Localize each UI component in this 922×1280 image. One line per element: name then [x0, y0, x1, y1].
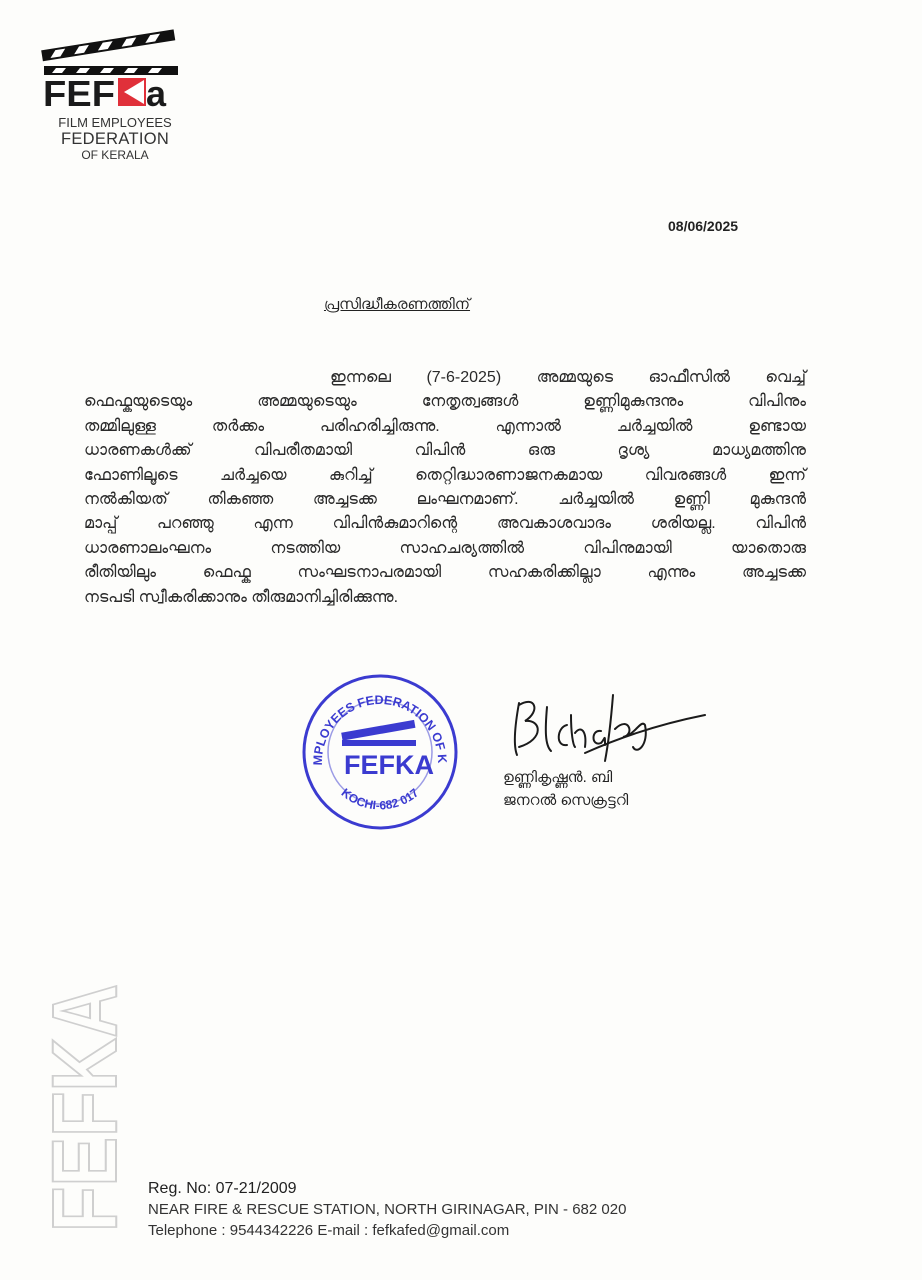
- official-stamp: [300, 672, 460, 837]
- fefka-watermark: [34, 925, 136, 1237]
- letterhead-line3: OF KERALA: [81, 147, 149, 162]
- contact-info: Telephone : 9544342226 E-mail : fefkafed@gmail.com: [148, 1222, 510, 1239]
- stamp-ring-text: MPLOYEES FEDERATION OF K: [310, 692, 450, 766]
- signatory-block: [503, 766, 628, 812]
- fefka-clapperboard-logo: [40, 38, 190, 114]
- signature: [505, 685, 715, 770]
- body-line: ഇന്നലെ (7-6-2025) അമ്മയുടെ ഓഫീസിൽ വെച്ച്: [330, 369, 806, 386]
- letterhead-line2: FEDERATION: [60, 130, 170, 148]
- body-line: ധാരണകൾക്ക് വിപരീതമായി വിപിൻ ഒരു ദൃശ്യ മാധ്യമത്തിനു: [84, 442, 806, 460]
- address: NEAR FIRE & RESCUE STATION, NORTH GIRINAGAR, PIN - 682 020: [148, 1201, 627, 1218]
- signatory-name: ഉണ്ണികൃഷ്ണൻ. ബി: [503, 769, 613, 786]
- body-line: രീതിയിലും ഫെഫ്ക സംഘടനാപരമായി സഹകരിക്കില്ലാ എന്നും അച്ചടക്ക: [84, 564, 806, 582]
- body-line: ഫോണിലൂടെ ചർച്ചയെ കുറിച്ച് തെറ്റിദ്ധാരണാജനകമായ വിവരങ്ങൾ ഇന്ന്: [84, 466, 806, 484]
- letterhead-logo: [40, 38, 190, 161]
- stamp-bottom-text: KOCHI-682 017: [338, 785, 422, 813]
- body-line: തമ്മിലുള്ള തർക്കം പരിഹരിച്ചിരുന്നു. എന്നാൽ ചർച്ചയിൽ ഉണ്ടായ: [84, 417, 806, 435]
- letter-footer: [148, 1178, 626, 1241]
- body-line: മാപ്പ് പറഞ്ഞു എന്ന വിപിൻകുമാറിന്റെ അവകാശവാദം ശരിയല്ല. വിപിൻ: [84, 515, 806, 533]
- body-line: ധാരണാലംഘനം നടത്തിയ സാഹചര്യത്തിൽ വിപിനുമായി യാതൊരു: [84, 539, 806, 557]
- letter-heading: പ്രസിദ്ധീകരണത്തിന്: [323, 296, 471, 313]
- letterhead-line1: FILM EMPLOYEES: [58, 115, 172, 130]
- body-line: നൽകിയത് തികഞ്ഞ അച്ചടക്ക ലംഘനമാണ്. ചർച്ചയിൽ ഉണ്ണി മുകുന്ദൻ: [84, 490, 806, 508]
- svg-text:a: a: [146, 73, 167, 114]
- svg-text:FEF: FEF: [43, 73, 115, 114]
- signatory-designation: ജനറൽ സെക്രട്ടറി: [503, 792, 629, 809]
- body-line: ഫെഫ്കയുടെയും അമ്മയുടെയും നേതൃത്വങ്ങൾ ഉണ്ണിമുകുന്ദനും വിപിനും: [84, 393, 806, 411]
- letter-body: [84, 366, 806, 610]
- svg-text:FEFKA: FEFKA: [34, 925, 136, 1232]
- svg-text:FEFKA: FEFKA: [344, 750, 434, 780]
- letter-date: 08/06/2025: [668, 218, 739, 234]
- body-line: നടപടി സ്വീകരിക്കാനും തീരുമാനിച്ചിരിക്കുന്നു.: [84, 588, 399, 606]
- registration-number: Reg. No: 07-21/2009: [148, 1180, 297, 1197]
